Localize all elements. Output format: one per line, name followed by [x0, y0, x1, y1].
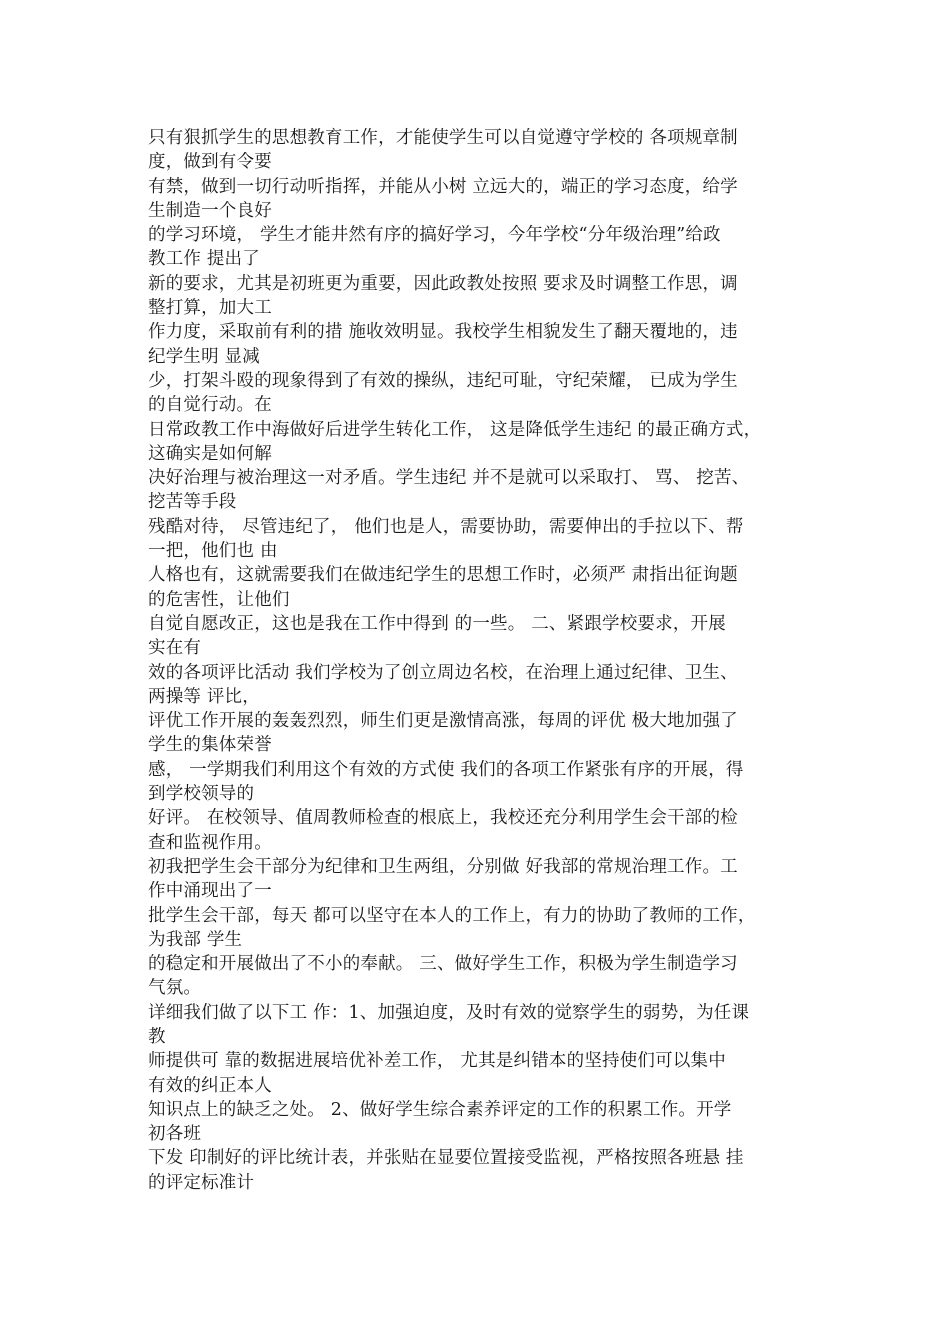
- text-line: 纪学生明 显减: [148, 346, 260, 367]
- text-line: 效的各项评比活动 我们学校为了创立周边名校，在治理上通过纪律、卫生、: [148, 662, 738, 683]
- text-line: 批学生会干部，每天 都可以坚守在本人的工作上，有力的协助了教师的工作，: [148, 905, 756, 926]
- text-line: 好评。 在校领导、值周教师检查的根底上，我校还充分利用学生会干部的检: [148, 808, 738, 829]
- text-line: 师提供可 靠的数据进展培优补差工作， 尤其是纠错本的坚持使们可以集中: [148, 1051, 726, 1072]
- text-line: 到学校领导的: [148, 784, 255, 805]
- text-line: 评优工作开展的轰轰烈烈，师生们更是激情高涨，每周的评优 极大地加强了: [148, 711, 738, 732]
- text-line: 实在有: [148, 638, 202, 659]
- text-line: 知识点上的缺乏之处。 2、做好学生综合素养评定的工作的积累工作。开学: [148, 1099, 732, 1120]
- text-line: 作力度，采取前有利的措 施收效明显。我校学生相貌发生了翻天覆地的，违: [148, 322, 738, 343]
- text-line: 下发 印制好的评比统计表，并张贴在显要位置接受监视，严格按照各班悬 挂: [148, 1148, 744, 1169]
- text-line: 两操等 评比，: [148, 686, 260, 707]
- text-line: 只有狠抓学生的思想教育工作，才能使学生可以自觉遵守学校的 各项规章制: [148, 128, 738, 148]
- text-line: 作中涌现出了一: [148, 881, 272, 902]
- text-line: 新的要求，尤其是初班更为重要，因此政教处按照 要求及时调整工作思，调: [148, 273, 738, 294]
- text-line: 的危害性，让他们: [148, 589, 290, 610]
- text-line: 的评定标准计: [148, 1172, 255, 1193]
- text-line: 查和监视作用。: [148, 832, 272, 853]
- text-line: 有效的纠正本人: [148, 1075, 272, 1096]
- text-line: 残酷对待， 尽管违纪了， 他们也是人，需要协助，需要伸出的手拉以下、帮: [148, 516, 744, 537]
- text-line: 为我部 学生: [148, 929, 243, 950]
- text-line: 自觉自愿改正，这也是我在工作中得到 的一些。 二、紧跟学校要求，开展: [148, 613, 726, 634]
- text-line: 的学习环境， 学生才能井然有序的搞好学习，今年学校“分年级治理”给政: [148, 225, 721, 246]
- text-line: 的稳定和开展做出了不小的奉献。 三、做好学生工作，积极为学生制造学习: [148, 954, 738, 975]
- text-line: 教: [148, 1026, 166, 1047]
- text-line: 这确实是如何解: [148, 443, 272, 464]
- body-text: [148, 126, 820, 1195]
- text-line: 日常政教工作中海做好后进学生转化工作， 这是降低学生违纪 的最正确方式，: [148, 419, 762, 440]
- text-line: 一把，他们也 由: [148, 541, 278, 562]
- text-line: 度，做到有令要: [148, 152, 272, 173]
- text-line: 少，打架斗殴的现象得到了有效的操纵，违纪可耻，守纪荣耀， 已成为学生: [148, 370, 738, 391]
- text-line: 教工作 提出了: [148, 249, 260, 270]
- text-line: 有禁，做到一切行动听指挥，并能从小树 立远大的，端正的学习态度，给学: [148, 176, 738, 197]
- text-line: 的自觉行动。在: [148, 395, 272, 416]
- text-line: 气氛。: [148, 978, 202, 999]
- text-line: 挖苦等手段: [148, 492, 237, 513]
- text-line: 详细我们做了以下工 作：1、加强迫度，及时有效的觉察学生的弱势，为任课: [148, 1002, 750, 1023]
- text-line: 人格也有，这就需要我们在做违纪学生的思想工作时，必须严 肃指出征询题: [148, 565, 738, 586]
- text-line: 生制造一个良好: [148, 200, 272, 221]
- text-line: 感， 一学期我们利用这个有效的方式使 我们的各项工作紧张有序的开展，得: [148, 759, 744, 780]
- text-line: 整打算，加大工: [148, 298, 272, 319]
- text-line: 初各班: [148, 1124, 202, 1145]
- text-line: 学生的集体荣誉: [148, 735, 272, 756]
- text-line: 决好治理与被治理这一对矛盾。学生违纪 并不是就可以采取打、 骂、 挖苦、: [148, 468, 750, 489]
- text-line: 初我把学生会干部分为纪律和卫生两组，分别做 好我部的常规治理工作。工: [148, 856, 738, 877]
